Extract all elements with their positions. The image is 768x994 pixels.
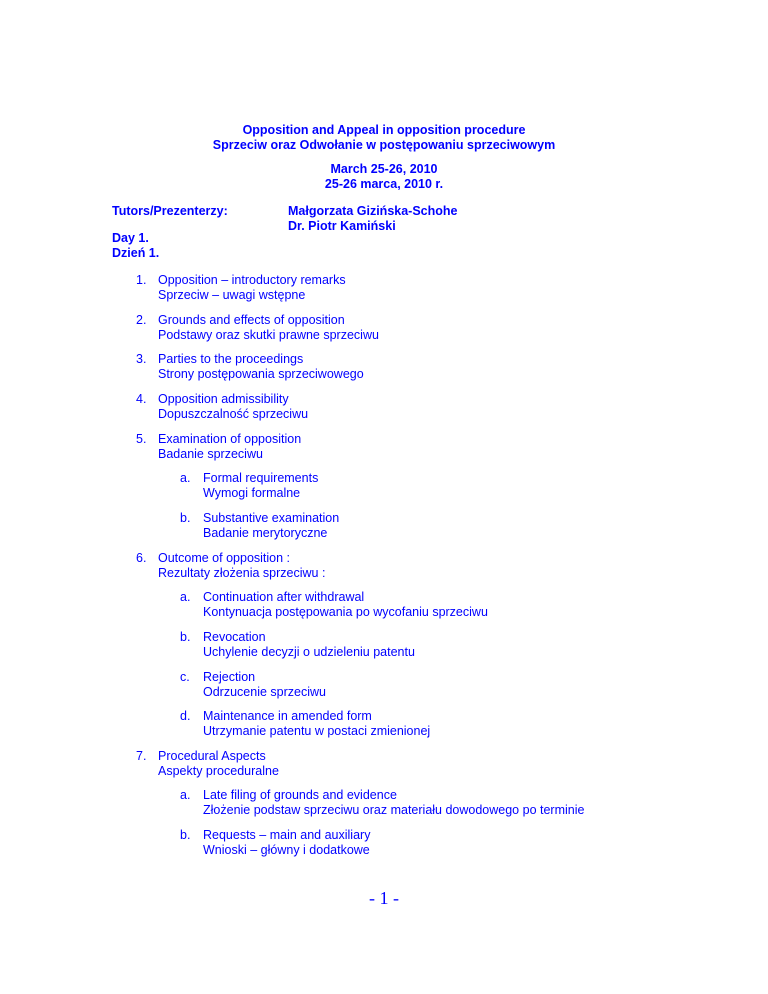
subitem-letter: a. — [180, 471, 191, 485]
subitem-letter: a. — [180, 788, 191, 802]
item-english: Procedural Aspects — [158, 749, 266, 763]
subitem-letter: c. — [180, 670, 190, 684]
item-english: Parties to the proceedings — [158, 352, 304, 366]
subitem-text — [203, 630, 415, 659]
item-english: Outcome of opposition : — [158, 551, 291, 565]
subitem-english: Requests – main and auxiliary — [203, 828, 371, 842]
item-text — [158, 551, 325, 580]
tutor-name: Dr. Piotr Kamiński — [288, 218, 396, 233]
subitem-text — [203, 788, 584, 817]
item-number: 4. — [136, 392, 147, 406]
item-text — [158, 392, 308, 421]
subitem-text — [203, 511, 339, 540]
item-text — [158, 432, 301, 461]
subitem-letter: b. — [180, 828, 191, 842]
page-number: - 1 - — [369, 888, 399, 908]
item-text — [158, 352, 364, 381]
subitem-letter: d. — [180, 709, 191, 723]
subitem-letter: b. — [180, 511, 191, 525]
subitem-polish: Uchylenie decyzji o udzieleniu patentu — [203, 644, 415, 659]
subitem-letter: b. — [180, 630, 191, 644]
subitem-english: Substantive examination — [203, 511, 340, 525]
item-english: Opposition admissibility — [158, 392, 289, 406]
subitem-text — [203, 471, 318, 500]
document-date — [0, 162, 768, 191]
date-polish: 25-26 marca, 2010 r. — [324, 176, 444, 191]
subitem-text — [203, 590, 488, 619]
subitem-english: Late filing of grounds and evidence — [203, 788, 397, 802]
subitem-text — [203, 828, 370, 857]
subitem-text — [203, 709, 430, 738]
subitem-text — [203, 670, 326, 699]
item-polish: Podstawy oraz skutki prawne sprzeciwu — [158, 327, 379, 342]
item-number: 5. — [136, 432, 147, 446]
subitem-english: Maintenance in amended form — [203, 709, 372, 723]
item-polish: Strony postępowania sprzeciwowego — [158, 366, 364, 381]
item-english: Grounds and effects of opposition — [158, 313, 345, 327]
subitem-polish: Wnioski – główny i dodatkowe — [203, 842, 370, 857]
subitem-polish: Wymogi formalne — [203, 485, 301, 500]
subitem-polish: Złożenie podstaw sprzeciwu oraz materiału dowodowego po terminie — [203, 802, 585, 817]
item-text — [158, 313, 379, 342]
item-english: Opposition – introductory remarks — [158, 273, 346, 287]
subitem-letter: a. — [180, 590, 191, 604]
tutors-names — [288, 204, 457, 233]
item-polish: Badanie sprzeciwu — [158, 446, 263, 461]
subitem-english: Continuation after withdrawal — [203, 590, 365, 604]
subitem-polish: Odrzucenie sprzeciwu — [203, 684, 326, 699]
title-polish: Sprzeciw oraz Odwołanie w postępowaniu sprzeciwowym — [212, 137, 556, 152]
item-polish: Rezultaty złożenia sprzeciwu : — [158, 565, 326, 580]
day-polish: Dzień 1. — [112, 245, 160, 260]
item-number: 7. — [136, 749, 147, 763]
document-title — [0, 123, 768, 152]
day-heading — [112, 231, 159, 260]
item-polish: Sprzeciw – uwagi wstępne — [158, 287, 306, 302]
item-english: Examination of opposition — [158, 432, 302, 446]
subitem-polish: Utrzymanie patentu w postaci zmienionej — [203, 723, 431, 738]
date-english: March 25-26, 2010 — [330, 162, 438, 176]
subitem-english: Rejection — [203, 670, 256, 684]
item-number: 2. — [136, 313, 147, 327]
subitem-polish: Kontynuacja postępowania po wycofaniu sprzeciwu — [203, 604, 488, 619]
item-number: 6. — [136, 551, 147, 565]
item-text — [158, 749, 279, 778]
subitem-polish: Badanie merytoryczne — [203, 525, 328, 540]
tutors-label: Tutors/Prezenterzy: — [112, 204, 228, 218]
item-number: 3. — [136, 352, 147, 366]
day-english: Day 1. — [112, 231, 149, 245]
item-number: 1. — [136, 273, 147, 287]
subitem-english: Formal requirements — [203, 471, 319, 485]
item-polish: Aspekty proceduralne — [158, 763, 279, 778]
title-english: Opposition and Appeal in opposition procedure — [242, 123, 526, 137]
item-text — [158, 273, 346, 302]
item-polish: Dopuszczalność sprzeciwu — [158, 406, 309, 421]
subitem-english: Revocation — [203, 630, 266, 644]
tutor-name: Małgorzata Gizińska-Schohe — [288, 204, 458, 218]
